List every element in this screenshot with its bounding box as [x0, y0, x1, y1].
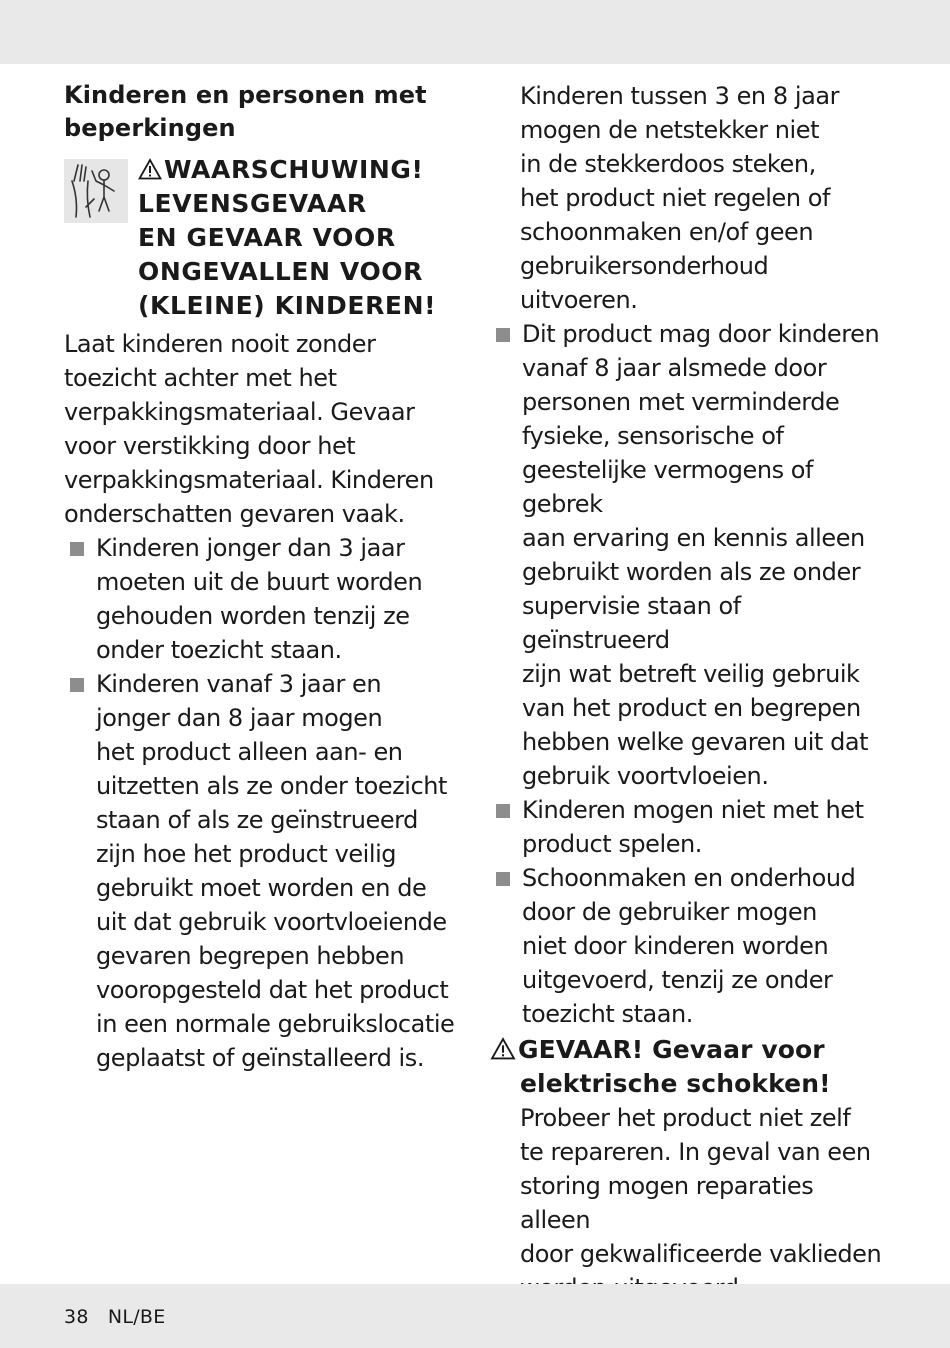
continuation-paragraph — [490, 79, 890, 317]
text-line: van het product en begrepen — [522, 694, 861, 722]
warning-triangle-icon — [490, 1037, 516, 1060]
text-line: het product alleen aan- en — [96, 738, 403, 766]
text-line: Kinderen vanaf 3 jaar en — [96, 670, 382, 698]
text-line: Laat kinderen nooit zonder — [64, 330, 376, 358]
text-line: schoonmaken en/of geen — [520, 218, 814, 246]
text-line: mogen de netstekker niet — [520, 116, 820, 144]
text-line: Schoonmaken en onderhoud — [522, 864, 856, 892]
list-item — [490, 317, 890, 793]
text-line: Kinderen tussen 3 en 8 jaar — [520, 82, 839, 110]
text-line: toezicht staan. — [522, 1000, 693, 1028]
text-line: jonger dan 8 jaar mogen — [96, 704, 383, 732]
text-line: uitgevoerd, tenzij ze onder — [522, 966, 833, 994]
warning-line: WAARSCHUWING! — [164, 155, 424, 184]
left-bullet-list — [64, 531, 464, 1075]
text-line: hebben welke gevaren uit dat — [522, 728, 869, 756]
text-line: vanaf 8 jaar alsmede door — [522, 354, 827, 382]
text-line: toezicht achter met het — [64, 364, 337, 392]
warning-line: ONGEVALLEN VOOR — [138, 257, 424, 286]
right-bullet-list — [490, 317, 890, 1031]
text-line: zijn hoe het product veilig — [96, 840, 397, 868]
list-item — [490, 793, 890, 861]
list-item — [64, 531, 464, 667]
child-warning-icon — [64, 159, 128, 223]
bullet-square-icon — [70, 542, 84, 556]
text-line: in een normale gebruikslocatie — [96, 1010, 455, 1038]
text-line: onderschatten gevaren vaak. — [64, 500, 405, 528]
text-line: Dit product mag door kinderen — [522, 320, 880, 348]
text-line: onder toezicht staan. — [96, 636, 342, 664]
bullet-square-icon — [70, 678, 84, 692]
locale-label: NL/BE — [107, 1306, 166, 1328]
text-line: uit dat gebruik voortvloeiende — [96, 908, 447, 936]
intro-paragraph — [64, 327, 464, 531]
text-line: zijn wat betreft veilig gebruik — [522, 660, 860, 688]
text-line: in de stekkerdoos steken, — [520, 150, 816, 178]
text-line: gebruikersonderhoud uitvoeren. — [520, 252, 769, 314]
text-line: niet door kinderen worden — [522, 932, 829, 960]
warning-line: (KLEINE) KINDEREN! — [138, 291, 437, 320]
list-item — [490, 861, 890, 1031]
danger-heading-line: elektrische schokken! — [520, 1069, 831, 1098]
text-line: Kinderen mogen niet met het — [522, 796, 864, 824]
text-line: geestelijke vermogens of gebrek — [522, 456, 814, 518]
page-number: 38 — [64, 1306, 89, 1328]
text-line: gehouden worden tenzij ze — [96, 602, 410, 630]
top-bar — [0, 0, 950, 64]
text-line: het product niet regelen of — [520, 184, 830, 212]
text-line: geplaatst of geïnstalleerd is. — [96, 1044, 425, 1072]
text-line: aan ervaring en kennis alleen — [522, 524, 865, 552]
danger-heading-line: GEVAAR! Gevaar voor — [518, 1035, 825, 1064]
danger-heading — [490, 1033, 890, 1101]
text-line: storing mogen reparaties alleen — [520, 1172, 814, 1234]
right-column — [490, 79, 890, 1305]
bullet-square-icon — [496, 328, 510, 342]
text-line: gebruik voortvloeien. — [522, 762, 769, 790]
bullet-square-icon — [496, 804, 510, 818]
section-heading: Kinderen en personen met beperkingen — [64, 81, 427, 142]
text-line: Probeer het product niet zelf — [520, 1104, 851, 1132]
warning-line: EN GEVAAR VOOR — [138, 223, 396, 252]
bullet-square-icon — [496, 872, 510, 886]
text-line: personen met verminderde — [522, 388, 840, 416]
danger-paragraph — [490, 1101, 890, 1305]
text-line: product spelen. — [522, 830, 702, 858]
text-line: voor verstikking door het — [64, 432, 356, 460]
warning-line: LEVENSGEVAAR — [138, 189, 367, 218]
warning-block — [64, 153, 464, 327]
text-line: fysieke, sensorische of — [522, 422, 784, 450]
warning-title — [138, 153, 436, 323]
warning-triangle-icon — [138, 158, 162, 180]
text-line: verpakkingsmateriaal. Gevaar — [64, 398, 415, 426]
text-line: gevaren begrepen hebben — [96, 942, 405, 970]
text-line: supervisie staan of geïnstrueerd — [522, 592, 741, 654]
text-line: gebruikt worden als ze onder — [522, 558, 861, 586]
text-line: door gekwalificeerde vaklieden — [520, 1240, 882, 1268]
page-footer — [64, 1306, 166, 1328]
text-line: verpakkingsmateriaal. Kinderen — [64, 466, 434, 494]
text-line: Kinderen jonger dan 3 jaar — [96, 534, 405, 562]
text-line: uitzetten als ze onder toezicht — [96, 772, 447, 800]
text-line: staan of als ze geïnstrueerd — [96, 806, 418, 834]
text-line: te repareren. In geval van een — [520, 1138, 871, 1166]
text-line: moeten uit de buurt worden — [96, 568, 423, 596]
list-item — [64, 667, 464, 1075]
left-column — [64, 79, 464, 1075]
text-line: door de gebruiker mogen — [522, 898, 817, 926]
text-line: vooropgesteld dat het product — [96, 976, 449, 1004]
text-line: gebruikt moet worden en de — [96, 874, 427, 902]
